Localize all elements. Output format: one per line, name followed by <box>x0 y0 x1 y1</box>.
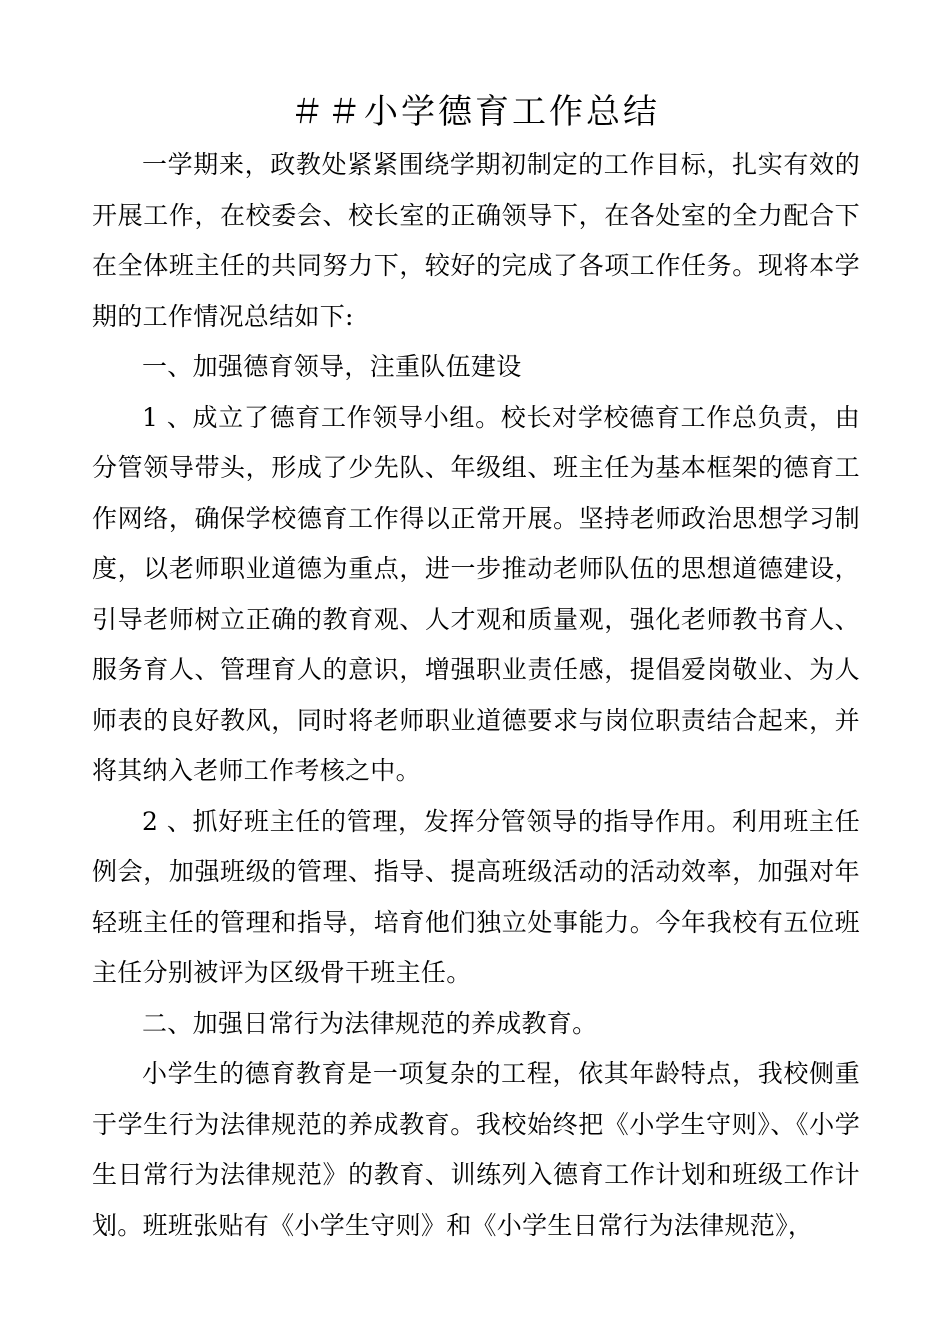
item-paragraph-2: 2 、抓好班主任的管理，发挥分管领导的指导作用。利用班主任例会，加强班级的管理、指导、提高班级活动的活动效率，加强对年轻班主任的管理和指导，培育他们独立处事能力。今年我校有五位班主任分别被评为区级骨干班主任。 <box>92 806 860 987</box>
item-paragraph-1: 1 、成立了德育工作领导小组。校长对学校德育工作总负责，由分管领导带头，形成了少先队、年级组、班主任为基本框架的德育工作网络，确保学校德育工作得以正常开展。坚持老师政治思想学习制度，以老师职业道德为重点，进一步推动老师队伍的思想道德建设，引导老师树立正确的教育观、人才观和质量观，强化老师教书育人、服务育人、管理育人的意识，增强职业责任感，提倡爱岗敬业、为人师表的良好教风，同时将老师职业道德要求与岗位职责结合起来，并将其纳入老师工作考核之中。 <box>92 402 860 785</box>
section-heading-1: 一、加强德育领导，注重队伍建设 <box>142 352 522 381</box>
document-body <box>92 140 860 1251</box>
document-title: ＃＃小学德育工作总结 <box>290 92 660 132</box>
body-paragraph-3: 小学生的德育教育是一项复杂的工程，依其年龄特点，我校侧重于学生行为法律规范的养成教育。我校始终把《小学生守则》、《小学生日常行为法律规范》的教育、训练列入德育工作计划和班级工作计划。班班张贴有《小学生守则》和《小学生日常行为法律规范》， <box>92 1059 860 1240</box>
intro-paragraph: 一学期来，政教处紧紧围绕学期初制定的工作目标，扎实有效的开展工作，在校委会、校长室的正确领导下，在各处室的全力配合下在全体班主任的共同努力下，较好的完成了各项工作任务。现将本学期的工作情况总结如下: <box>92 150 860 331</box>
section-heading-2: 二、加强日常行为法律规范的养成教育。 <box>142 1008 598 1038</box>
